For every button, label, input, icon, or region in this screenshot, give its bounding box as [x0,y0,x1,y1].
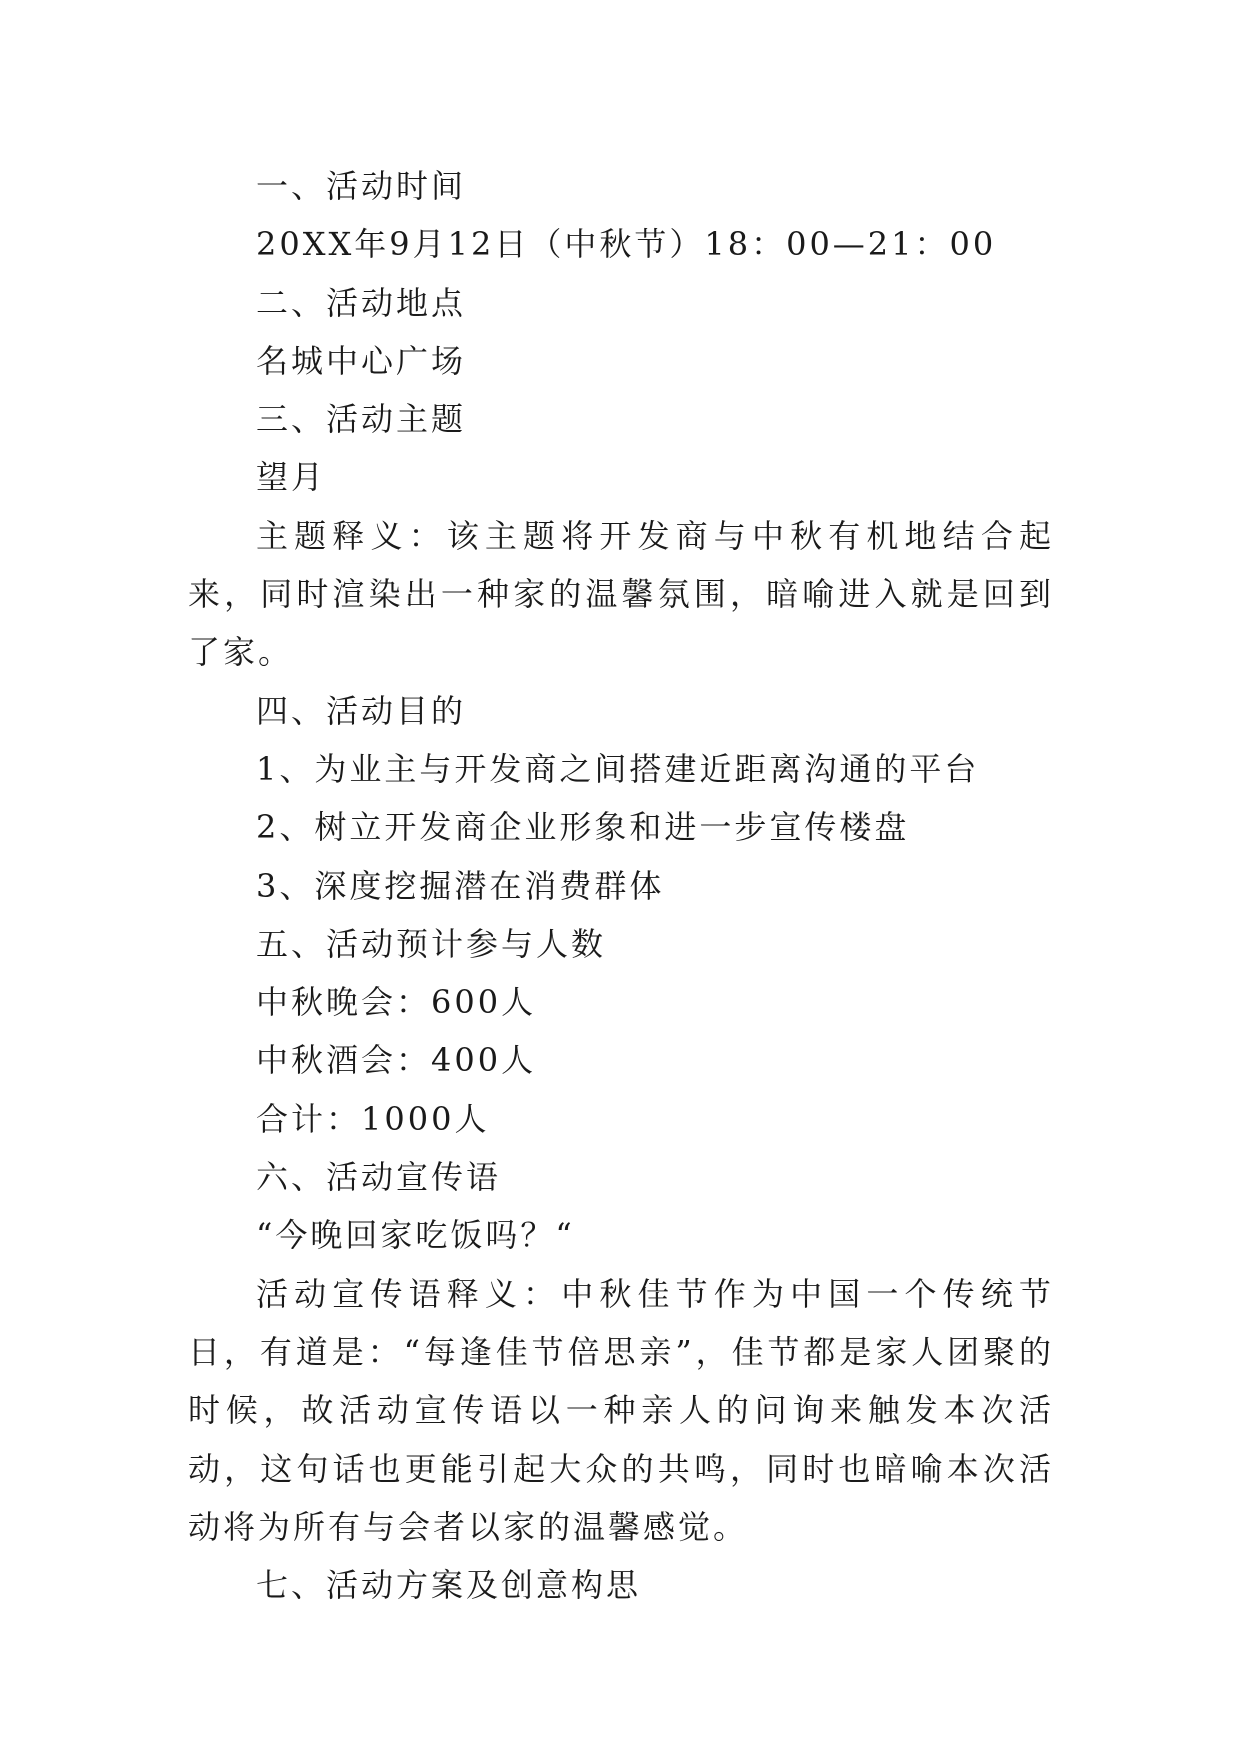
heading-activity-purpose: 四、活动目的 [256,691,467,730]
slogan-text: “今晚回家吃饭吗？“ [256,1216,575,1255]
theme-explanation: 主题释义：该主题将开发商与中秋有机地结合起来，同时渲染出一种家的温馨氛围，暗喻进入就是回到了家。 [188,516,1054,672]
document-body [188,157,1054,1614]
activity-theme-value: 望月 [256,458,327,497]
attendance-item: 中秋酒会：400人 [256,1041,537,1080]
heading-plan: 七、活动方案及创意构思 [256,1566,642,1605]
activity-time-value: 20XX年9月12日（中秋节）18：00—21：00 [256,225,997,264]
heading-activity-time: 一、活动时间 [256,167,467,205]
slogan-explanation: 活动宣传语释义：中秋佳节作为中国一个传统节日，有道是：“每逢佳节倍思亲”，佳节都是家人团聚的时候，故活动宣传语以一种亲人的问询来触发本次活动，这句话也更能引起大众的共鸣，同时也暗喻本次活动将为所有与会者以家的温馨感觉。 [188,1274,1054,1546]
purpose-item: 2、树立开发商企业形象和进一步宣传楼盘 [256,808,910,847]
attendance-item: 中秋晚会：600人 [256,983,537,1022]
heading-activity-location: 二、活动地点 [256,283,467,322]
purpose-item: 3、深度挖掘潜在消费群体 [256,866,665,905]
activity-location-value: 名城中心广场 [256,341,467,380]
heading-activity-theme: 三、活动主题 [256,400,467,439]
attendance-total: 合计：1000人 [256,1099,490,1138]
heading-attendance: 五、活动预计参与人数 [256,924,607,963]
heading-slogan: 六、活动宣传语 [256,1158,502,1197]
purpose-item: 1、为业主与开发商之间搭建近距离沟通的平台 [256,749,980,788]
